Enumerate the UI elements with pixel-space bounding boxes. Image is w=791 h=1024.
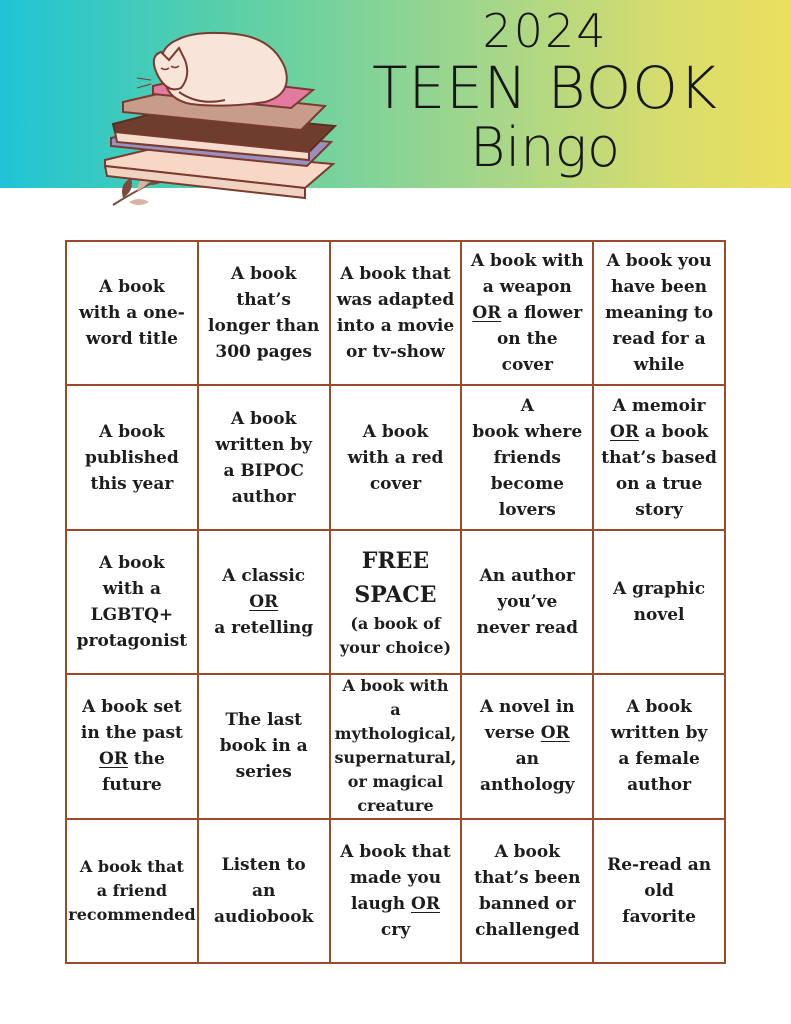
cell-text-line: an [515, 749, 539, 770]
cell-text-line: was adapted [336, 290, 455, 311]
cell-text-line: author [627, 775, 692, 796]
cell-text-line: with a red [347, 447, 444, 468]
cell-text-line: laugh OR [351, 893, 440, 914]
cell-text-line: a friend [96, 880, 168, 900]
bingo-cell[interactable] [330, 819, 462, 963]
cell-text-line: written by [610, 723, 708, 744]
cell-text-line: author [231, 486, 296, 507]
cell-text-line: OR a book [610, 421, 709, 442]
cell-text-line: supernatural, [334, 748, 457, 768]
cell-text-line: A book [494, 841, 561, 862]
cell-text-line: A book you [606, 251, 712, 272]
bingo-cell[interactable] [461, 385, 593, 529]
cell-text-line: banned or [479, 893, 576, 914]
bingo-cell[interactable] [461, 530, 593, 674]
free-space-title: SPACE [354, 581, 437, 608]
cell-text-line: protagonist [76, 630, 188, 651]
cell-text-line: a retelling [214, 617, 314, 638]
free-space-subtitle: (a book of [350, 613, 441, 633]
bingo-cell[interactable] [330, 385, 462, 529]
cell-text-line: creature [357, 796, 434, 816]
bingo-cell[interactable] [593, 819, 725, 963]
cell-text-line: on the [496, 329, 558, 350]
cell-text-line: on a true [615, 473, 703, 494]
bingo-cell[interactable] [66, 385, 198, 529]
cell-text-line: future [102, 775, 162, 796]
page-title [355, 0, 735, 188]
bingo-cell[interactable] [593, 385, 725, 529]
cell-text-line: A book set [82, 697, 182, 718]
cell-text-line: anthology [480, 775, 575, 796]
cell-text-line: A book with a [342, 676, 449, 720]
cell-text-line: meaning to [605, 303, 714, 324]
cell-text-line: made you [349, 867, 442, 888]
bingo-cell[interactable] [461, 819, 593, 963]
bingo-cell[interactable] [593, 241, 725, 385]
cell-text-line: A [520, 395, 534, 416]
cell-text-line: A memoir [612, 395, 706, 416]
cell-text-line: friends [493, 447, 561, 468]
cell-text-line: A novel in [479, 697, 575, 718]
bingo-cell[interactable] [66, 819, 198, 963]
bingo-cell[interactable] [66, 674, 198, 818]
cell-text-line: audiobook [213, 906, 314, 927]
cell-text-line: A book [230, 408, 297, 429]
cell-text-line: A classic [222, 565, 306, 586]
cell-text-line: A graphic [613, 578, 706, 599]
cell-text-line: with a [102, 578, 162, 599]
cell-text-line: recommended [68, 904, 196, 924]
cell-text-line: in the past [80, 723, 183, 744]
cell-text-line: cry [380, 919, 411, 940]
bingo-cell[interactable] [330, 674, 462, 818]
cell-text-line: that’s [236, 290, 291, 311]
free-space-title: FREE [361, 547, 430, 574]
cell-text-line: or magical [347, 772, 444, 792]
cell-text-line: book where [472, 421, 583, 442]
cell-text-line: challenged [475, 919, 580, 940]
cell-text-line: you’ve [497, 591, 558, 612]
bingo-board [65, 240, 726, 964]
bingo-cell[interactable] [461, 241, 593, 385]
cell-text-line: with a one- [79, 303, 185, 324]
cell-text-line: into a movie [336, 316, 455, 337]
title-year: 2024 [482, 4, 608, 58]
cell-text-line: Listen to [221, 854, 306, 875]
cell-text-line: OR the [98, 749, 165, 770]
cell-text-line: The last [225, 710, 303, 731]
cell-text-line: novel [633, 604, 685, 625]
cell-text-line: published [85, 447, 179, 468]
cell-text-line: written by [215, 434, 312, 455]
cell-text-line: verse OR [484, 723, 570, 744]
cell-text-line: LGBTQ+ [90, 604, 174, 625]
cell-text-line: A book [99, 552, 165, 573]
bingo-cell[interactable] [198, 530, 330, 674]
cell-text-line: cover [501, 355, 553, 376]
cell-text-line: longer than [208, 316, 320, 337]
cell-text-line: A book that [340, 841, 451, 862]
bingo-cell[interactable] [330, 241, 462, 385]
cell-text-line: that’s based [601, 447, 717, 468]
bingo-cell[interactable] [66, 241, 198, 385]
bingo-cell[interactable] [198, 241, 330, 385]
bingo-cell[interactable] [461, 674, 593, 818]
cell-text-line: lovers [498, 499, 556, 520]
cell-text-line: have been [611, 277, 708, 298]
cell-text-line: A book that [79, 856, 184, 876]
cell-text-line: An author [479, 565, 575, 586]
cell-text-line: A book [230, 264, 297, 285]
cell-text-line: never read [476, 617, 578, 638]
cell-text-line: an [252, 880, 276, 901]
cell-text-line: mythological, [334, 724, 457, 744]
cell-text-line: or tv-show [346, 342, 445, 363]
bingo-cell[interactable] [66, 530, 198, 674]
cell-text-line: favorite [622, 906, 696, 927]
title-main: TEEN BOOK [372, 54, 718, 122]
cell-text-line: a weapon [482, 277, 572, 298]
cell-text-line: series [235, 762, 292, 783]
cell-text-line: old [644, 880, 674, 901]
cell-text-line: OR [249, 591, 279, 612]
cell-text-line: a female [618, 749, 700, 770]
cell-text-line: while [633, 355, 685, 376]
cell-text-line: 300 pages [215, 342, 312, 363]
cell-text-line: this year [90, 473, 174, 494]
cell-text-line: OR a flower [472, 303, 583, 324]
cell-text-line: A book with [470, 251, 584, 272]
cell-text-line: A book [99, 277, 165, 298]
free-space-subtitle: your choice) [339, 637, 452, 657]
cell-text-line: read for a [612, 329, 706, 350]
title-bingo: Bingo [469, 116, 621, 179]
cell-text-line: that’s been [474, 867, 581, 888]
cell-text-line: book in a [219, 736, 308, 757]
cell-text-line: A book that [340, 264, 451, 285]
cell-text-line: Re-read an [607, 854, 712, 875]
cell-text-line: word title [85, 329, 178, 350]
cell-text-line: A book [362, 421, 429, 442]
cell-text-line: cover [369, 473, 422, 494]
cell-text-line: become [490, 473, 564, 494]
cell-text-line: a BIPOC [223, 460, 304, 481]
bingo-cell[interactable] [198, 674, 330, 818]
bingo-cell[interactable] [198, 385, 330, 529]
bingo-cell[interactable] [593, 674, 725, 818]
bingo-cell[interactable] [593, 530, 725, 674]
cell-text-line: story [635, 499, 683, 520]
cell-text-line: A book [626, 697, 692, 718]
cat-on-books-illustration [95, 20, 355, 220]
bingo-cell[interactable] [198, 819, 330, 963]
free-space-cell[interactable] [330, 530, 462, 674]
cell-text-line: A book [99, 421, 165, 442]
